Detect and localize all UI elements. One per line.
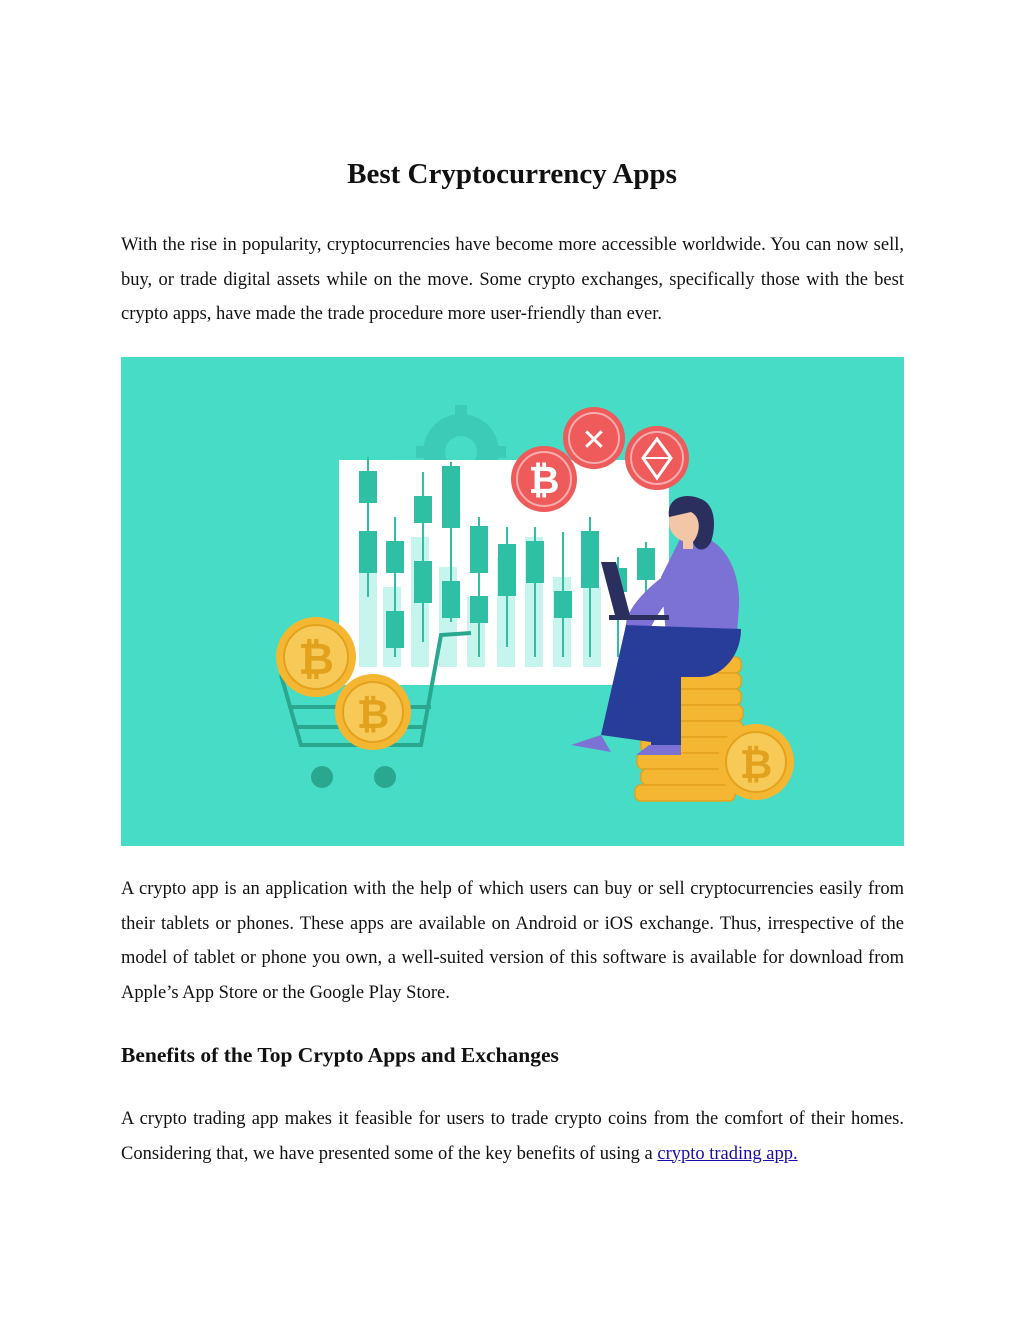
benefits-heading: Benefits of the Top Crypto Apps and Exchanges [121,1043,559,1067]
bitcoin-coin-icon [276,617,356,697]
intro-paragraph: With the rise in popularity, cryptocurrencies have become more accessible worldwide. You can now sell, buy, or trade digital assets while on the move. Some crypto exchanges, specifically those with the best crypto apps, have made the trade procedure more user-friendly than ever. [121,235,904,324]
page-title: Best Cryptocurrency Apps [347,158,677,190]
svg-text:₿: ₿ [739,743,773,787]
svg-text:₿: ₿ [528,460,560,502]
bitcoin-coin-icon [335,674,411,750]
crypto-trading-app-link[interactable]: crypto trading app. [657,1143,798,1164]
ripple-badge-icon [563,407,625,469]
hero-illustration [121,357,904,846]
benefits-text: A crypto trading app makes it feasible for users to trade crypto coins from the comfort of their homes. Considering that, we have presented some of the key benefits of using a [121,1109,904,1164]
cart-wheel-icon [311,766,333,788]
svg-text:₿: ₿ [356,693,390,737]
ethereum-badge-icon [625,426,689,490]
cart-wheel-icon [374,766,396,788]
svg-text:₿: ₿ [298,635,334,684]
svg-text:✕: ✕ [581,423,607,458]
definition-paragraph: A crypto app is an application with the help of which users can buy or sell cryptocurrencies easily from their tablets or phones. These apps are available on Android or iOS exchange. Thus, irrespective of the model of tablet or phone you own, a well-suited version of this software is available for download from Apple’s App Store or the Google Play Store. [121,879,904,1003]
bitcoin-coin-icon [718,724,794,800]
bitcoin-badge-icon [511,446,577,512]
benefits-paragraph [121,1102,904,1171]
